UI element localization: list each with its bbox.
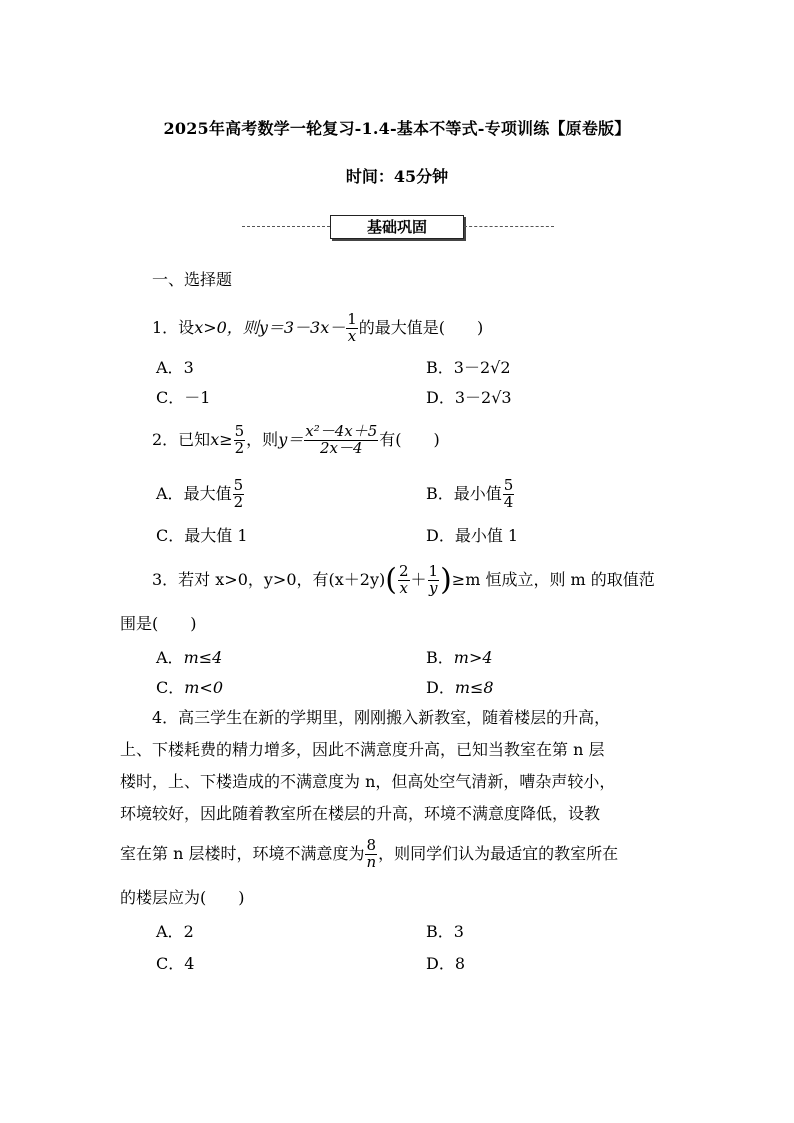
q1-option-d[interactable] bbox=[426, 388, 512, 408]
q2-mid: ，则 bbox=[246, 430, 279, 449]
q1-option-b[interactable] bbox=[426, 358, 511, 378]
q2-frac-denominator: 2x－4 bbox=[304, 440, 378, 457]
q1-option-c[interactable] bbox=[156, 388, 210, 408]
q1-option-b-label: B． bbox=[426, 358, 454, 377]
section-banner-label: 基础巩固 bbox=[330, 215, 464, 239]
q3-option-a-label: A． bbox=[156, 648, 184, 667]
q4-line5-a: 室在第 n 层楼时，环境不满意度为 bbox=[120, 844, 365, 863]
q2-option-b-den: 4 bbox=[503, 493, 514, 511]
q2-option-b-num: 5 bbox=[503, 476, 514, 495]
q4-option-c-label: C． bbox=[156, 954, 185, 973]
q1-frac-numerator: 1 bbox=[347, 310, 357, 329]
q2-option-d[interactable] bbox=[426, 526, 518, 546]
q2-option-a-text: 最大值 bbox=[183, 484, 232, 503]
question-3-line-1 bbox=[152, 558, 655, 602]
q2-option-a[interactable] bbox=[156, 472, 245, 516]
q4-option-a-label: A． bbox=[156, 922, 184, 941]
q2-option-b-label: B． bbox=[426, 484, 454, 503]
q3-f2-num: 1 bbox=[428, 562, 439, 581]
q2-frac-numerator: x²－4x＋5 bbox=[305, 422, 378, 441]
q4-option-b-label: B． bbox=[426, 922, 454, 941]
question-4-line-1: 4．高三学生在新的学期里，刚刚搬入新教室，随着楼层的升高， bbox=[152, 708, 611, 727]
q2-condition: x≥ bbox=[210, 430, 233, 449]
q2-option-a-num: 5 bbox=[233, 476, 244, 495]
q1-fraction bbox=[346, 312, 358, 345]
q2-option-b-fraction bbox=[503, 478, 515, 511]
question-4-line-5 bbox=[120, 832, 618, 876]
q3-option-c[interactable] bbox=[156, 678, 223, 698]
q2-option-c-text: 最大值 1 bbox=[184, 526, 248, 545]
time-limit: 时间：45分钟 bbox=[345, 167, 449, 186]
q3-option-b-value: m>4 bbox=[453, 648, 493, 667]
q2-cond-denominator: 2 bbox=[234, 439, 245, 457]
section-banner bbox=[242, 214, 554, 240]
q3-option-c-label: C． bbox=[156, 678, 185, 697]
q2-suffix: 有( ) bbox=[379, 430, 440, 449]
q3-f2-den: y bbox=[429, 579, 438, 597]
q4-option-d-value: 8 bbox=[454, 954, 466, 973]
q4-option-c[interactable] bbox=[156, 954, 194, 974]
question-4-line-6: 的楼层应为( ) bbox=[120, 888, 245, 907]
part-heading: 一、选择题 bbox=[152, 270, 233, 289]
question-3-line-2: 围是( ) bbox=[120, 614, 197, 633]
q3-fraction-2 bbox=[428, 564, 440, 597]
q3-fraction-1 bbox=[398, 564, 410, 597]
q3-paren-close: ) bbox=[440, 562, 452, 598]
q2-option-a-fraction bbox=[233, 478, 245, 511]
q4-frac-num: 8 bbox=[366, 836, 377, 855]
q4-option-d[interactable] bbox=[426, 954, 465, 974]
q2-option-c[interactable] bbox=[156, 526, 248, 546]
q3-option-d-label: D． bbox=[426, 678, 455, 697]
q2-option-a-label: A． bbox=[156, 484, 184, 503]
q2-fraction bbox=[304, 424, 378, 457]
q3-option-a-value: m≤4 bbox=[183, 648, 223, 667]
q3-option-a[interactable] bbox=[156, 648, 222, 668]
q2-option-d-label: D． bbox=[426, 526, 455, 545]
q1-frac-denominator: x bbox=[347, 327, 357, 345]
q2-option-a-den: 2 bbox=[233, 493, 244, 511]
question-2 bbox=[152, 418, 440, 462]
q1-option-c-label: C． bbox=[156, 388, 185, 407]
question-4-line-2: 上、下楼耗费的精力增多，因此不满意度升高，已知当教室在第 n 层 bbox=[120, 740, 605, 759]
q1-prefix: 1．设 bbox=[152, 318, 195, 337]
q2-option-b-text: 最小值 bbox=[453, 484, 502, 503]
q3-plus: ＋ bbox=[410, 570, 427, 589]
q4-frac-den: n bbox=[366, 853, 377, 871]
q3-paren-open: ( bbox=[385, 562, 397, 598]
q4-option-b[interactable] bbox=[426, 922, 464, 942]
q3-option-d-value: m≤8 bbox=[454, 678, 494, 697]
q2-option-b[interactable] bbox=[426, 472, 515, 516]
banner-divider-left bbox=[242, 226, 330, 227]
q4-option-c-value: 4 bbox=[184, 954, 195, 973]
question-4-line-3: 楼时，上、下楼造成的不满意度为 n，但高处空气清新，嘈杂声较小， bbox=[120, 772, 616, 791]
q1-option-a-value: 3 bbox=[183, 358, 194, 377]
question-1 bbox=[152, 308, 483, 348]
q1-option-d-label: D． bbox=[426, 388, 455, 407]
document-title: 2025年高考数学一轮复习-1.4-基本不等式-专项训练【原卷版】 bbox=[163, 119, 631, 138]
q1-option-c-value: －1 bbox=[184, 388, 211, 407]
q2-option-d-text: 最小值 1 bbox=[454, 526, 519, 545]
q2-condition-fraction bbox=[234, 424, 246, 457]
q1-option-d-value: 3－2√3 bbox=[454, 388, 512, 407]
q3-option-b[interactable] bbox=[426, 648, 493, 668]
q3-option-d[interactable] bbox=[426, 678, 494, 698]
question-4-line-4: 环境较好，因此随着教室所在楼层的升高，环境不满意度降低，设教 bbox=[120, 804, 601, 823]
q4-fraction bbox=[365, 838, 377, 871]
q4-option-a[interactable] bbox=[156, 922, 194, 942]
q3-f1-num: 2 bbox=[398, 562, 409, 581]
q1-option-a[interactable] bbox=[156, 358, 194, 378]
q3-f1-den: x bbox=[399, 579, 408, 597]
q2-prefix: 2．已知 bbox=[152, 430, 211, 449]
q1-suffix: 的最大值是( ) bbox=[358, 318, 484, 337]
q2-cond-numerator: 5 bbox=[234, 422, 245, 441]
q4-option-d-label: D． bbox=[426, 954, 455, 973]
q1-option-b-value: 3－2√2 bbox=[453, 358, 511, 377]
q2-option-c-label: C． bbox=[156, 526, 185, 545]
q4-line5-b: ，则同学们认为最适宜的教室所在 bbox=[378, 844, 619, 863]
q2-expression: y＝ bbox=[278, 430, 304, 449]
q3-option-b-label: B． bbox=[426, 648, 454, 667]
q3-line1-b: ≥m 恒成立，则 m 的取值范 bbox=[451, 570, 655, 589]
q1-condition: x>0，则 bbox=[194, 318, 259, 337]
banner-divider-right bbox=[464, 226, 554, 227]
q3-option-c-value: m<0 bbox=[184, 678, 224, 697]
q1-option-a-label: A． bbox=[156, 358, 184, 377]
q4-option-a-value: 2 bbox=[183, 922, 194, 941]
q3-line1-a: 3．若对 x>0，y>0，有(x＋2y) bbox=[152, 570, 386, 589]
q4-option-b-value: 3 bbox=[453, 922, 464, 941]
q1-expression: y＝3－3x－ bbox=[258, 318, 346, 337]
